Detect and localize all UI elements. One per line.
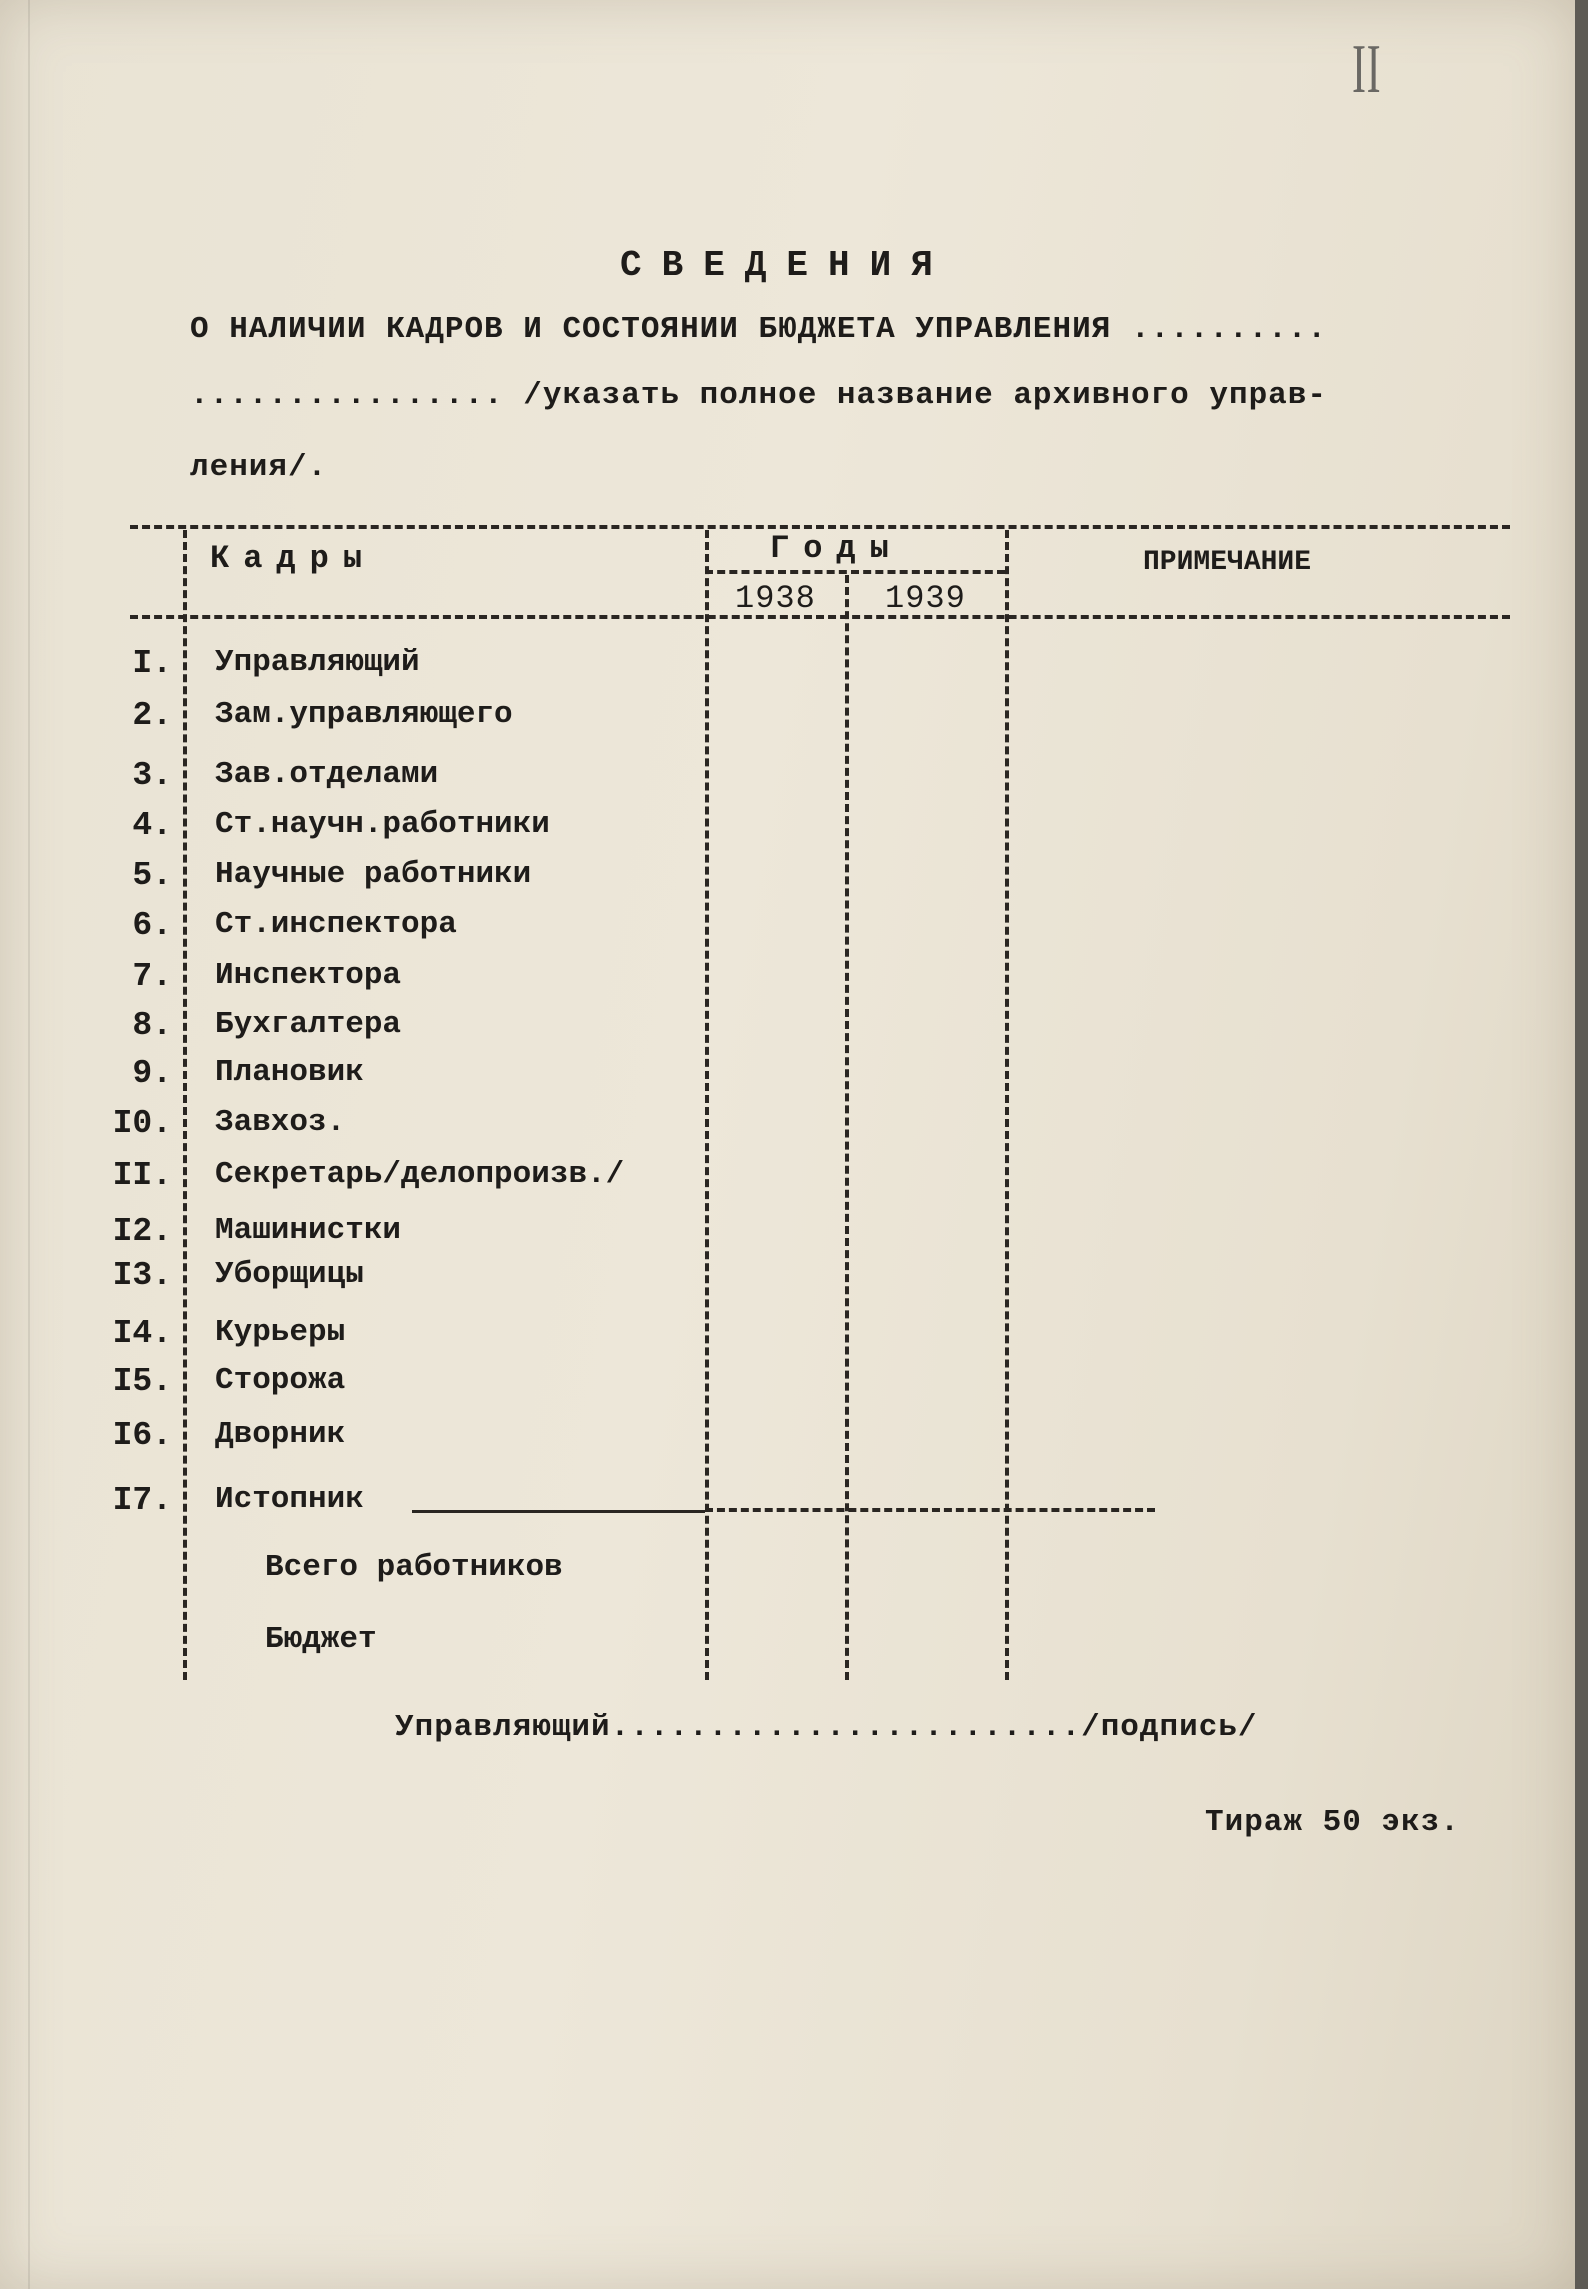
row-label: Бухгалтера (215, 1007, 402, 1042)
row-num: 8. (132, 1007, 172, 1044)
subtitle-line-2: ................ /указать полное название архивного управ- (190, 378, 1327, 413)
row-label: Завхоз. (215, 1105, 346, 1140)
row-num: 9. (132, 1055, 172, 1092)
table-top-rule (130, 525, 1510, 529)
row-label: Машинистки (215, 1213, 402, 1248)
row-label: Зам.управляющего (215, 697, 513, 732)
row-num: I5. (112, 1363, 172, 1400)
row-num: I. (132, 645, 172, 682)
col-rule-1 (183, 530, 187, 1680)
row-label: Уборщицы (215, 1257, 364, 1292)
archive-mark: II (1352, 31, 1382, 108)
header-note: ПРИМЕЧАНИЕ (1143, 547, 1312, 578)
print-run: Тираж 50 экз. (1205, 1805, 1460, 1840)
row-label: Дворник (215, 1417, 346, 1452)
row-label: Управляющий (215, 645, 420, 680)
subtitle-line-3: ления/. (190, 450, 328, 485)
row-num: 3. (132, 757, 172, 794)
row-label: Ст.научн.работники (215, 807, 550, 842)
total-workers-label: Всего работников (265, 1550, 563, 1585)
row-label: Зав.отделами (215, 757, 439, 792)
header-bottom-rule (130, 615, 1510, 619)
subtitle-line-1: О НАЛИЧИИ КАДРОВ И СОСТОЯНИИ БЮДЖЕТА УПРАВЛЕНИЯ .......... (190, 312, 1327, 347)
header-year-1939: 1939 (885, 580, 966, 617)
budget-label: Бюджет (265, 1622, 377, 1657)
document-title: СВЕДЕНИЯ (620, 245, 953, 286)
row-num: 5. (132, 857, 172, 894)
row-num: 7. (132, 958, 172, 995)
row-num: I4. (112, 1315, 172, 1352)
row-label: Секретарь/делопроизв./ (215, 1157, 625, 1192)
row-label: Плановик (215, 1055, 364, 1090)
row-label: Курьеры (215, 1315, 346, 1350)
page-fold (28, 0, 30, 2289)
row-label: Сторожа (215, 1363, 346, 1398)
row-label: Ст.инспектора (215, 907, 457, 942)
page-edge (1575, 0, 1588, 2289)
header-cadres: Кадры (210, 540, 377, 577)
row-num: I2. (112, 1213, 172, 1250)
row-label: Научные работники (215, 857, 532, 892)
total-rule (705, 1508, 1155, 1512)
row-num: I7. (112, 1482, 172, 1519)
col-rule-3 (845, 575, 849, 1680)
row-label: Инспектора (215, 958, 402, 993)
row-num: 4. (132, 807, 172, 844)
row-num: 6. (132, 907, 172, 944)
header-years: Годы (770, 530, 903, 567)
header-year-1938: 1938 (735, 580, 816, 617)
row-num: II. (112, 1157, 172, 1194)
total-underline (412, 1510, 705, 1513)
years-divider-rule (705, 570, 1005, 574)
row-num: I3. (112, 1257, 172, 1294)
row-label: Истопник (215, 1482, 364, 1517)
row-num: 2. (132, 697, 172, 734)
signature-line: Управляющий......................../подпись/ (395, 1710, 1258, 1745)
row-num: I0. (112, 1105, 172, 1142)
row-num: I6. (112, 1417, 172, 1454)
